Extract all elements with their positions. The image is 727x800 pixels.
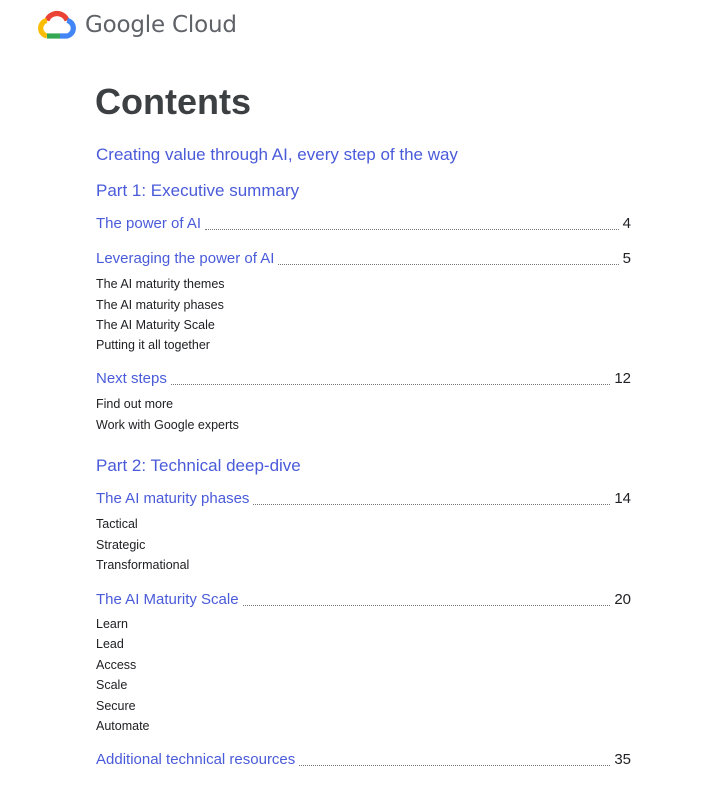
dot-leader	[205, 229, 619, 230]
toc-page-number: 4	[622, 215, 631, 232]
toc-subitem: Work with Google experts	[96, 418, 239, 432]
page-title: Contents	[95, 81, 251, 122]
toc-page-number: 14	[614, 490, 631, 507]
toc-entry-label[interactable]: Next steps	[96, 370, 167, 387]
dot-leader	[171, 384, 610, 385]
part1-heading[interactable]: Part 1: Executive summary	[96, 181, 300, 200]
google-cloud-logo	[38, 8, 237, 42]
toc-entry-ai-maturity-scale[interactable]	[96, 590, 631, 610]
toc-subitem: Automate	[96, 719, 150, 733]
toc-subitem: Lead	[96, 637, 124, 651]
toc-entry-leveraging-ai[interactable]	[96, 249, 631, 269]
toc-entry-power-of-ai[interactable]	[96, 214, 631, 234]
toc-subitem: Access	[96, 658, 137, 672]
dot-leader	[253, 504, 610, 505]
toc-subitem: The AI maturity phases	[96, 298, 224, 312]
toc-page-number: 20	[614, 591, 631, 608]
cloud-icon	[38, 10, 76, 40]
toc-subitem: The AI maturity themes	[96, 277, 225, 291]
dot-leader	[299, 765, 610, 766]
brand-name: Google Cloud	[85, 12, 237, 38]
toc-entry-label[interactable]: Leveraging the power of AI	[96, 250, 275, 267]
toc-subitem: Strategic	[96, 538, 146, 552]
toc-page-number: 12	[614, 370, 631, 387]
toc-subitem: Learn	[96, 617, 128, 631]
toc-subitem: Secure	[96, 699, 136, 713]
toc-page-number: 5	[622, 250, 631, 267]
part2-heading[interactable]: Part 2: Technical deep-dive	[96, 456, 301, 475]
toc-entry-ai-maturity-phases[interactable]	[96, 489, 631, 509]
toc-page-number: 35	[614, 751, 631, 768]
toc-entry-label[interactable]: The AI maturity phases	[96, 490, 250, 507]
toc-subitem: The AI Maturity Scale	[96, 318, 215, 332]
toc-subitem: Tactical	[96, 517, 138, 531]
toc-entry-additional-resources[interactable]	[96, 750, 631, 770]
toc-entry-label[interactable]: The AI Maturity Scale	[96, 591, 239, 608]
toc-subitem: Find out more	[96, 397, 174, 411]
dot-leader	[278, 264, 618, 265]
toc-subitem: Putting it all together	[96, 338, 210, 352]
dot-leader	[243, 605, 611, 606]
toc-entry-label[interactable]: Additional technical resources	[96, 751, 296, 768]
toc-subitem: Scale	[96, 678, 128, 692]
toc-entry-label[interactable]: The power of AI	[96, 215, 202, 232]
toc-subitem: Transformational	[96, 558, 190, 572]
toc-intro-link[interactable]: Creating value through AI, every step of the way	[96, 145, 458, 164]
toc-entry-next-steps[interactable]	[96, 369, 631, 389]
